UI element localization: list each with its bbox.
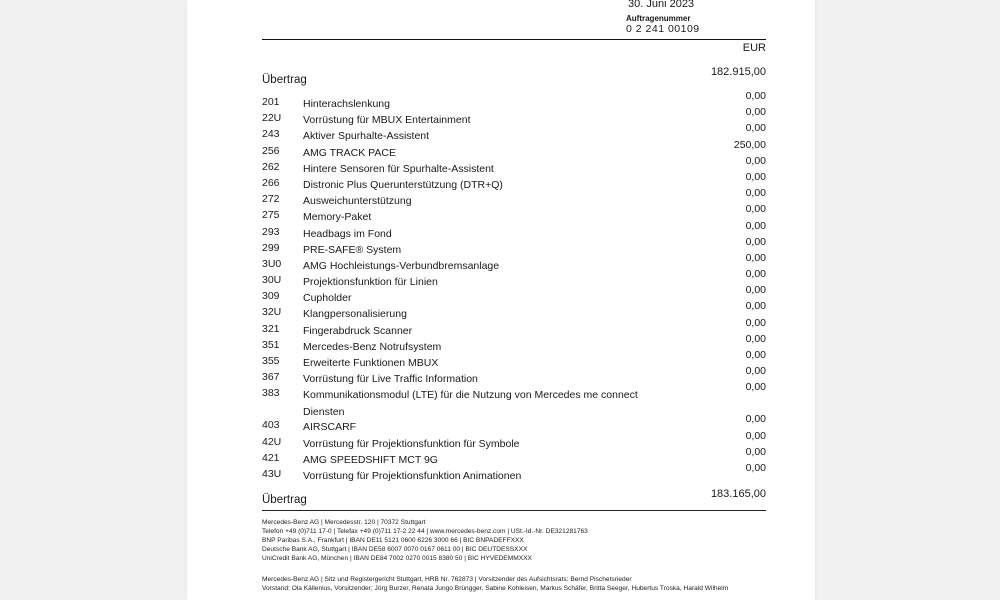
line-item-description: Kommunikationsmodul (LTE) für die Nutzung von Mercedes me connect Diensten	[303, 389, 638, 419]
line-item	[262, 268, 766, 290]
carry-over-end-label: Übertrag	[262, 494, 307, 506]
line-item	[262, 235, 766, 258]
line-item-amount: 0,00	[745, 203, 766, 216]
line-item-description: Memory-Paket	[303, 211, 372, 224]
line-item	[262, 413, 766, 435]
line-item-description: Vorrüstung für Projektionsfunktion für Symbole	[303, 437, 520, 450]
line-item-amount: 0,00	[745, 90, 766, 102]
footer-company-line: Mercedes-Benz AG | Mercedesstr. 120 | 70372 Stuttgart	[262, 519, 426, 526]
line-item-code: 32U	[262, 306, 282, 319]
line-item-amount: 0,00	[745, 170, 766, 183]
line-item-code: 256	[262, 144, 280, 157]
line-item-amount: 0,00	[745, 332, 766, 345]
carry-over-end-amount: 183.165,00	[710, 488, 766, 500]
line-item	[262, 90, 766, 112]
line-item	[262, 349, 766, 371]
footer-bank-unicredit: UniCredit Bank AG, München | IBAN DE84 7002 0270 0015 8380 50 | BIC HYVEDEMMXXX	[262, 555, 532, 562]
line-item	[262, 365, 766, 387]
line-item-amount: 0,00	[745, 429, 766, 442]
line-item-description: AIRSCARF	[303, 421, 357, 434]
line-item-amount: 250,00	[733, 138, 766, 151]
line-item-description: AMG SPEEDSHIFT MCT 9G	[303, 453, 438, 466]
line-item-amount: 0,00	[745, 349, 766, 361]
invoice-date: 30. Juni 2023	[628, 0, 695, 10]
line-item-description: AMG TRACK PACE	[303, 146, 396, 159]
line-item-description: Vorrüstung für Live Traffic Information	[303, 373, 478, 386]
line-item-code: 272	[262, 193, 280, 206]
line-item-code: 22U	[262, 112, 282, 125]
line-item-description: Ausweichunterstützung	[303, 195, 412, 208]
line-item-code: 3U0	[262, 257, 282, 270]
line-item-description: Hintere Sensoren für Spurhalte-Assistent	[303, 162, 494, 175]
line-item-code: 42U	[262, 435, 282, 448]
line-item-description: Projektionsfunktion für Linien	[303, 276, 438, 289]
line-item-description: Distronic Plus Querunterstützung (DTR+Q)	[303, 178, 503, 191]
line-item	[262, 138, 766, 161]
line-item-code: 30U	[262, 274, 282, 287]
footer-registry-line: Mercedes-Benz AG | Sitz und Registergericht Stuttgart, HRB Nr. 762873 | Vorsitzender des Aufsichtsrats: Bernd Pischetsrieder	[262, 576, 632, 583]
line-item-code: 367	[262, 371, 280, 384]
carry-over-start-label: Übertrag	[262, 74, 307, 86]
line-item-amount: 0,00	[745, 154, 766, 167]
line-item-amount: 0,00	[745, 316, 766, 329]
line-item-code: 293	[262, 225, 280, 238]
currency-label: EUR	[742, 42, 766, 54]
line-item-amount: 0,00	[745, 268, 766, 281]
line-item-code: 383	[262, 387, 280, 400]
line-items-list	[262, 90, 766, 484]
line-item-description: Klangpersonalisierung	[303, 308, 407, 321]
line-item-amount: 0,00	[745, 284, 766, 297]
line-item-code: 262	[262, 160, 280, 173]
line-item-description: Mercedes-Benz Notrufsystem	[303, 340, 442, 353]
line-item-amount: 0,00	[745, 251, 766, 264]
line-item	[262, 170, 766, 193]
line-item-amount: 0,00	[745, 300, 766, 313]
carry-over-start-amount: 182.915,00	[710, 66, 766, 78]
order-number: 0 2 241 00109	[626, 23, 700, 35]
line-item-code: 421	[262, 451, 280, 464]
line-item-description: Aktiver Spurhalte-Assistent	[303, 130, 430, 143]
line-item-amount: 0,00	[745, 122, 766, 135]
line-item-code: 321	[262, 322, 280, 335]
line-item-amount: 0,00	[745, 219, 766, 232]
footer-bank-deutsche: Deutsche Bank AG, Stuttgart | IBAN DE58 6007 0070 0167 0611 00 | BIC DEUTDESSXXX	[262, 546, 528, 553]
line-item-code: 309	[262, 290, 280, 303]
line-item	[262, 316, 766, 339]
line-item-description: Vorrüstung für MBUX Entertainment	[303, 114, 471, 127]
line-item-code: 201	[262, 96, 280, 108]
line-item-description: Hinterachslenkung	[303, 98, 390, 110]
line-item-code: 266	[262, 176, 280, 189]
line-item-description: PRE-SAFE® System	[303, 243, 402, 256]
line-item	[262, 461, 766, 484]
line-item	[262, 122, 766, 144]
line-item	[262, 381, 766, 419]
line-item	[262, 203, 766, 225]
line-item	[262, 187, 766, 209]
line-item-code: 355	[262, 355, 280, 367]
line-item-code: 351	[262, 338, 280, 351]
line-item	[262, 332, 766, 355]
line-item-description: Cupholder	[303, 292, 352, 305]
line-item-amount: 0,00	[745, 106, 766, 119]
line-item-description: Headbags im Fond	[303, 227, 392, 240]
line-item	[262, 219, 766, 242]
line-item-code: 275	[262, 209, 280, 222]
footer-divider	[262, 510, 766, 511]
line-item	[262, 300, 766, 322]
line-item	[262, 284, 766, 306]
line-item-code: 299	[262, 241, 280, 254]
order-number-label: Auftragenummer	[626, 14, 691, 23]
line-item-code: 243	[262, 128, 280, 141]
line-item	[262, 251, 766, 274]
line-item-description: Erweiterte Funktionen MBUX	[303, 357, 439, 369]
line-item	[262, 445, 766, 468]
footer-board-line: Vorstand: Ola Källenius, Vorsitzender; Jörg Burzer, Renata Jungo Brüngger, Sabine Kohleisen, Markus Schäfer, Britta Seeger, Hubertus Troska, Harald Wilhelm	[262, 585, 729, 592]
line-item-description: AMG Hochleistungs-Verbundbremsanlage	[303, 259, 500, 272]
footer-bank-bnp: BNP Paribas S.A., Frankfurt | IBAN DE11 5121 0600 6226 3000 66 | BIC BNPADEFFXXX	[262, 537, 524, 544]
line-item-code: 43U	[262, 467, 282, 480]
line-item-description: Fingerabdruck Scanner	[303, 324, 413, 337]
line-item	[262, 429, 766, 452]
line-item-amount: 0,00	[745, 461, 766, 474]
line-item-description: Vorrüstung für Projektionsfunktion Animationen	[303, 469, 522, 482]
footer-contact-line: Telefon +49 (0)711 17-0 | Telefax +49 (0)711 17-2 22 44 | www.mercedes-benz.com | USt.-Id.-Nr. DE321281763	[262, 528, 588, 535]
line-item	[262, 106, 766, 128]
line-item-amount: 0,00	[745, 235, 766, 248]
line-item-amount: 0,00	[745, 413, 766, 426]
line-item-amount: 0,00	[745, 187, 766, 200]
line-item-amount: 0,00	[745, 381, 766, 394]
header-divider	[262, 39, 766, 40]
line-item-code: 403	[262, 419, 280, 432]
line-item-amount: 0,00	[745, 365, 766, 378]
line-item-amount: 0,00	[745, 445, 766, 458]
line-item	[262, 154, 766, 177]
